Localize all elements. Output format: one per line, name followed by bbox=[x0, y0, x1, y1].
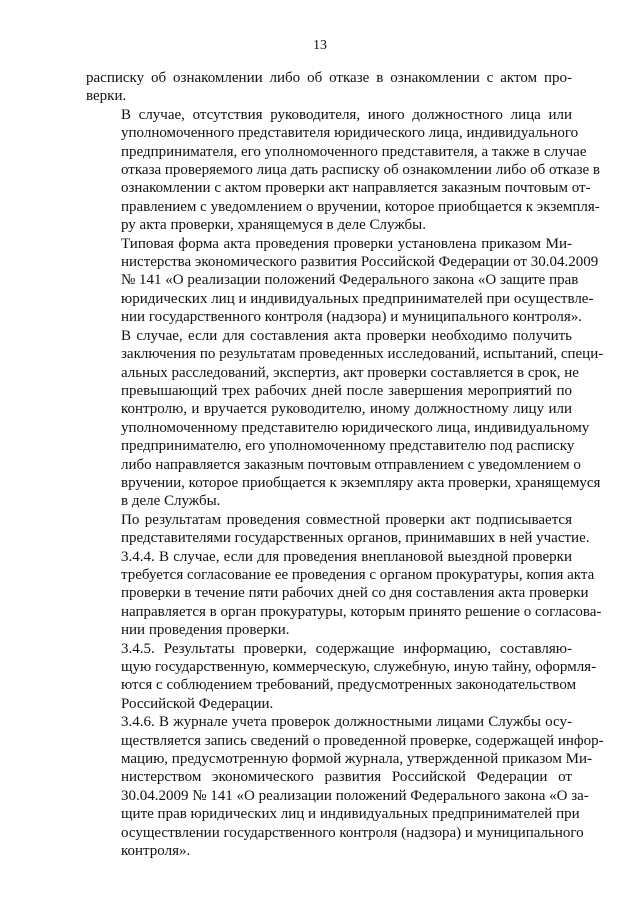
text-line: 30.04.2009 № 141 «О реализации положений Федерального закона «О за- bbox=[121, 787, 589, 804]
text-line: № 141 «О реализации положений Федерального закона «О защите прав bbox=[121, 272, 579, 289]
paragraph bbox=[86, 511, 590, 548]
text-line: 3.4.5. Результаты проверки, содержащие информацию, составляю- bbox=[121, 640, 572, 657]
text-line: контролю, и вручается руководителю, иному должностному лицу или bbox=[121, 401, 572, 418]
text-line: 3.4.4. В случае, если для проведения внеплановой выездной проверки bbox=[121, 548, 572, 565]
text-line: предпринимателя, его уполномоченного представителя, а также в случае bbox=[121, 143, 587, 160]
text-line: Типовая форма акта проведения проверки установлена приказом Ми- bbox=[121, 235, 572, 252]
document-body bbox=[86, 69, 604, 860]
text-line: осуществлении государственного контроля (надзора) и муниципального bbox=[121, 824, 584, 841]
text-line: нистерства экономического развития Российской Федерации от 30.04.2009 bbox=[121, 254, 599, 271]
text-line: расписку об ознакомлении либо об отказе в ознакомлении с актом про- bbox=[86, 70, 572, 86]
text-line: проверки в течение пяти рабочих дней со дня составления акта проверки bbox=[121, 585, 589, 602]
text-line: щите прав юридических лиц и индивидуальных предпринимателей при bbox=[121, 806, 580, 823]
text-line: отказа проверяемого лица дать расписку об ознакомлении либо об отказе в bbox=[121, 162, 600, 179]
paragraph bbox=[86, 640, 597, 714]
text-line: ру акта проверки, хранящемуся в деле Службы. bbox=[121, 217, 426, 234]
text-line: направляется в орган прокуратуры, которым принято решение о согласова- bbox=[121, 603, 602, 620]
text-line: контроля». bbox=[121, 843, 191, 860]
text-line: заключения по результатам проведенных исследований, испытаний, специ- bbox=[121, 346, 604, 363]
text-line: альных расследований, экспертиз, акт проверки составляется в срок, не bbox=[121, 364, 579, 381]
text-line: нии государственного контроля (надзора) и муниципального контроля». bbox=[121, 309, 583, 326]
text-line: нистерством экономического развития Российской Федерации от bbox=[121, 769, 572, 786]
text-line: 3.4.6. В журнале учета проверок должностными лицами Службы осу- bbox=[121, 714, 572, 731]
text-line: требуется согласование ее проведения с органом прокуратуры, копия акта bbox=[121, 566, 595, 583]
paragraph bbox=[86, 106, 600, 235]
text-line: уполномоченному представителю юридического лица, индивидуальному bbox=[121, 419, 590, 436]
text-line: В случае, если для составления акта проверки необходимо получить bbox=[121, 327, 572, 344]
text-line: Российской Федерации. bbox=[121, 695, 274, 712]
text-line: ознакомлении с актом проверки акт направляется заказным почтовым от- bbox=[121, 180, 591, 197]
paragraph bbox=[86, 235, 599, 327]
text-line: верки. bbox=[86, 88, 127, 105]
text-line: юридических лиц и индивидуальных предпринимателей при осуществле- bbox=[121, 290, 594, 307]
paragraph bbox=[86, 69, 572, 106]
text-line: в деле Службы. bbox=[121, 493, 221, 510]
text-line: вручении, которое приобщается к экземпляру акта проверки, хранящемуся bbox=[121, 474, 601, 491]
text-line: щую государственную, коммерческую, служебную, иную тайну, оформля- bbox=[121, 659, 597, 675]
paragraph bbox=[86, 548, 602, 640]
text-line: правлением с уведомлением о вручении, которое приобщается к экземпля- bbox=[121, 198, 600, 215]
text-line: мацию, предусмотренную формой журнала, утвержденной приказом Ми- bbox=[121, 751, 592, 768]
text-line: предпринимателю, его уполномоченному представителю под расписку bbox=[121, 438, 575, 455]
text-line: нии проведения проверки. bbox=[121, 622, 290, 639]
paragraph bbox=[86, 327, 604, 511]
text-line: превышающий трех рабочих дней после завершения мероприятий по bbox=[121, 382, 572, 399]
text-line: либо направляется заказным почтовым отправлением с уведомлением о bbox=[121, 456, 581, 473]
text-line: В случае, отсутствия руководителя, иного должностного лица или bbox=[121, 106, 572, 123]
text-line: представителями государственных органов, принимавших в ней участие. bbox=[121, 530, 590, 547]
text-line: ются с соблюдением требований, предусмотренных законодательством bbox=[121, 677, 577, 694]
paragraph bbox=[86, 713, 604, 860]
text-line: По результатам проведения совместной проверки акт подписывается bbox=[121, 511, 572, 528]
text-line: уполномоченного представителя юридического лица, индивидуального bbox=[121, 125, 579, 142]
page-number: 13 bbox=[313, 38, 327, 53]
text-line: ществляется запись сведений о проведенной проверке, содержащей инфор- bbox=[121, 732, 604, 749]
